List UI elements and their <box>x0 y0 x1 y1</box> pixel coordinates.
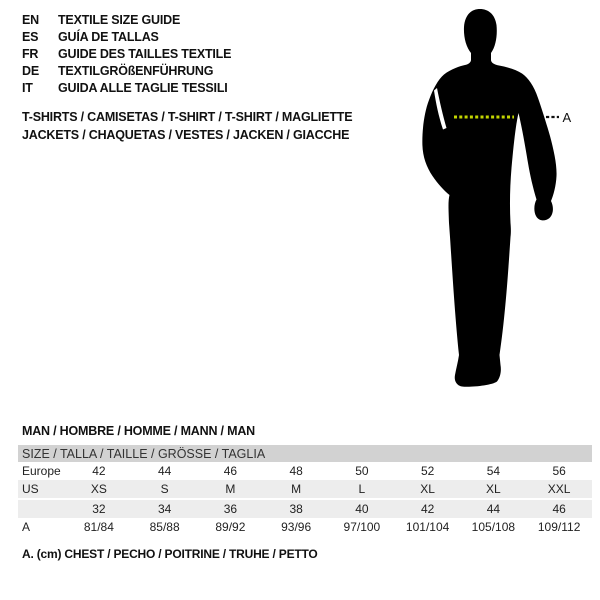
size-cell: 42 <box>420 502 435 516</box>
size-cell: 54 <box>486 464 501 478</box>
size-cell: XXL <box>547 482 571 496</box>
language-title: TEXTILGRÖßENFÜHRUNG <box>58 64 214 78</box>
man-silhouette <box>422 9 556 387</box>
man-silhouette-figure <box>410 5 600 400</box>
size-cell: 44 <box>157 464 172 478</box>
row-label: US <box>22 482 39 496</box>
language-code: EN <box>22 13 39 27</box>
size-cell: XS <box>90 482 107 496</box>
language-title-list <box>22 12 231 97</box>
size-cell: 46 <box>223 464 238 478</box>
size-cell: 56 <box>552 464 566 478</box>
size-cell: 34 <box>157 502 172 516</box>
language-title: GUÍA DE TALLAS <box>58 30 159 44</box>
size-cell: 97/100 <box>343 520 381 534</box>
section-title-man: MAN / HOMBRE / HOMME / MANN / MAN <box>22 424 255 438</box>
size-cell: 89/92 <box>215 520 246 534</box>
size-cell: 50 <box>355 464 369 478</box>
size-cell: 52 <box>420 464 435 478</box>
language-code: ES <box>22 30 39 44</box>
language-code: DE <box>22 64 39 78</box>
language-code: IT <box>22 81 33 95</box>
size-cell: 93/96 <box>281 520 312 534</box>
size-cell: L <box>358 482 366 496</box>
language-code: FR <box>22 47 39 61</box>
language-row <box>22 12 231 29</box>
size-cell: XL <box>420 482 435 496</box>
table-header-row <box>18 445 592 462</box>
size-cell: 44 <box>486 502 501 516</box>
size-cell: 46 <box>552 502 566 516</box>
garment-line-tshirts: T-SHIRTS / CAMISETAS / T-SHIRT / T-SHIRT / MAGLIETTE <box>22 110 353 124</box>
size-cell: 85/88 <box>149 520 180 534</box>
row-label <box>18 499 66 518</box>
language-row <box>22 80 231 97</box>
row-label: A <box>22 520 31 534</box>
size-cell: 81/84 <box>83 520 114 534</box>
row-label: Europe <box>22 464 61 478</box>
table-row-alt-sizes <box>18 499 592 518</box>
size-cell: 40 <box>355 502 369 516</box>
language-row <box>22 63 231 80</box>
size-table <box>18 445 592 536</box>
garment-category-lines <box>22 109 352 144</box>
language-title: GUIDE DES TAILLES TEXTILE <box>58 47 232 61</box>
language-title: TEXTILE SIZE GUIDE <box>58 13 181 27</box>
size-cell: 101/104 <box>405 520 450 534</box>
table-row-europe <box>18 462 592 480</box>
size-cell: 109/112 <box>537 520 581 534</box>
size-cell: 105/108 <box>471 520 516 534</box>
size-cell: 32 <box>92 502 106 516</box>
size-cell: 36 <box>223 502 238 516</box>
table-row-us <box>18 480 592 499</box>
size-cell: XL <box>486 482 501 496</box>
language-row <box>22 29 231 46</box>
language-row <box>22 46 231 63</box>
table-row-chest-a <box>18 518 592 536</box>
measure-label-a: A <box>562 110 572 125</box>
size-cell: M <box>291 482 302 496</box>
size-cell: 48 <box>289 464 303 478</box>
size-cell: S <box>160 482 169 496</box>
size-cell: M <box>225 482 236 496</box>
size-cell: 42 <box>92 464 106 478</box>
garment-line-jackets: JACKETS / CHAQUETAS / VESTES / JACKEN / GIACCHE <box>22 127 350 142</box>
table-header-cell: SIZE / TALLA / TAILLE / GRÖSSE / TAGLIA <box>18 445 592 462</box>
language-title: GUIDA ALLE TAGLIE TESSILI <box>58 81 228 95</box>
size-cell: 38 <box>289 502 303 516</box>
measurement-footnote: A. (cm) CHEST / PECHO / POITRINE / TRUHE / PETTO <box>22 547 318 561</box>
